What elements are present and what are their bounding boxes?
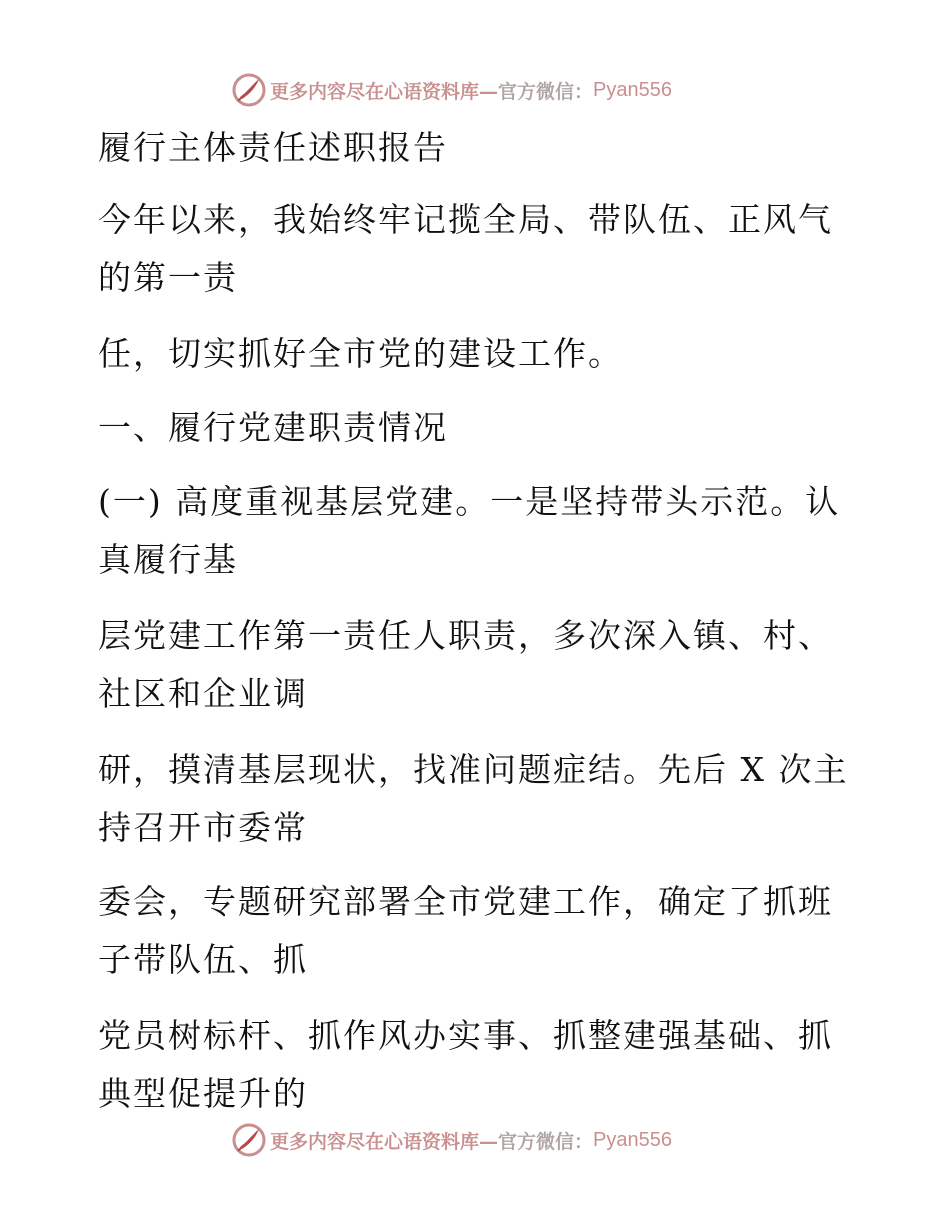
paragraph-line: (一) 高度重视基层党建。一是坚持带头示范。认 bbox=[98, 482, 841, 521]
quill-logo-icon bbox=[232, 1123, 266, 1157]
paragraph-line: 子带队伍、抓 bbox=[98, 940, 308, 979]
paragraph-line: 的第一责 bbox=[98, 258, 238, 297]
watermark-brand-text: 更多内容尽在心语资料库— bbox=[270, 1130, 499, 1153]
watermark-banner-bottom bbox=[232, 1120, 712, 1160]
watermark-wechat-id: Pyan556 bbox=[593, 78, 672, 101]
paragraph-line: 今年以来，我始终牢记揽全局、带队伍、正风气 bbox=[98, 200, 833, 239]
paragraph-line: 典型促提升的 bbox=[98, 1074, 308, 1113]
paragraph-line: 持召开市委常 bbox=[98, 808, 308, 847]
quill-logo-icon bbox=[232, 73, 266, 107]
paragraph-line: 真履行基 bbox=[98, 540, 238, 579]
watermark-banner-top bbox=[232, 70, 712, 110]
paragraph-line: 社区和企业调 bbox=[98, 674, 308, 713]
paragraph-line: 层党建工作第一责任人职责，多次深入镇、村、 bbox=[98, 616, 833, 655]
section-heading: 一、履行党建职责情况 bbox=[98, 408, 448, 447]
document-title: 履行主体责任述职报告 bbox=[98, 128, 448, 167]
paragraph-line: 研，摸清基层现状，找准问题症结。先后 X 次主 bbox=[98, 750, 849, 789]
paragraph-line: 党员树标杆、抓作风办实事、抓整建强基础、抓 bbox=[98, 1016, 833, 1055]
watermark-wechat-label: 官方微信： bbox=[498, 80, 594, 103]
watermark-wechat-label: 官方微信： bbox=[498, 1130, 594, 1153]
watermark-brand-text: 更多内容尽在心语资料库— bbox=[270, 80, 499, 103]
paragraph-line: 任，切实抓好全市党的建设工作。 bbox=[98, 334, 623, 373]
paragraph-line: 委会，专题研究部署全市党建工作，确定了抓班 bbox=[98, 882, 833, 921]
watermark-wechat-id: Pyan556 bbox=[593, 1128, 672, 1151]
